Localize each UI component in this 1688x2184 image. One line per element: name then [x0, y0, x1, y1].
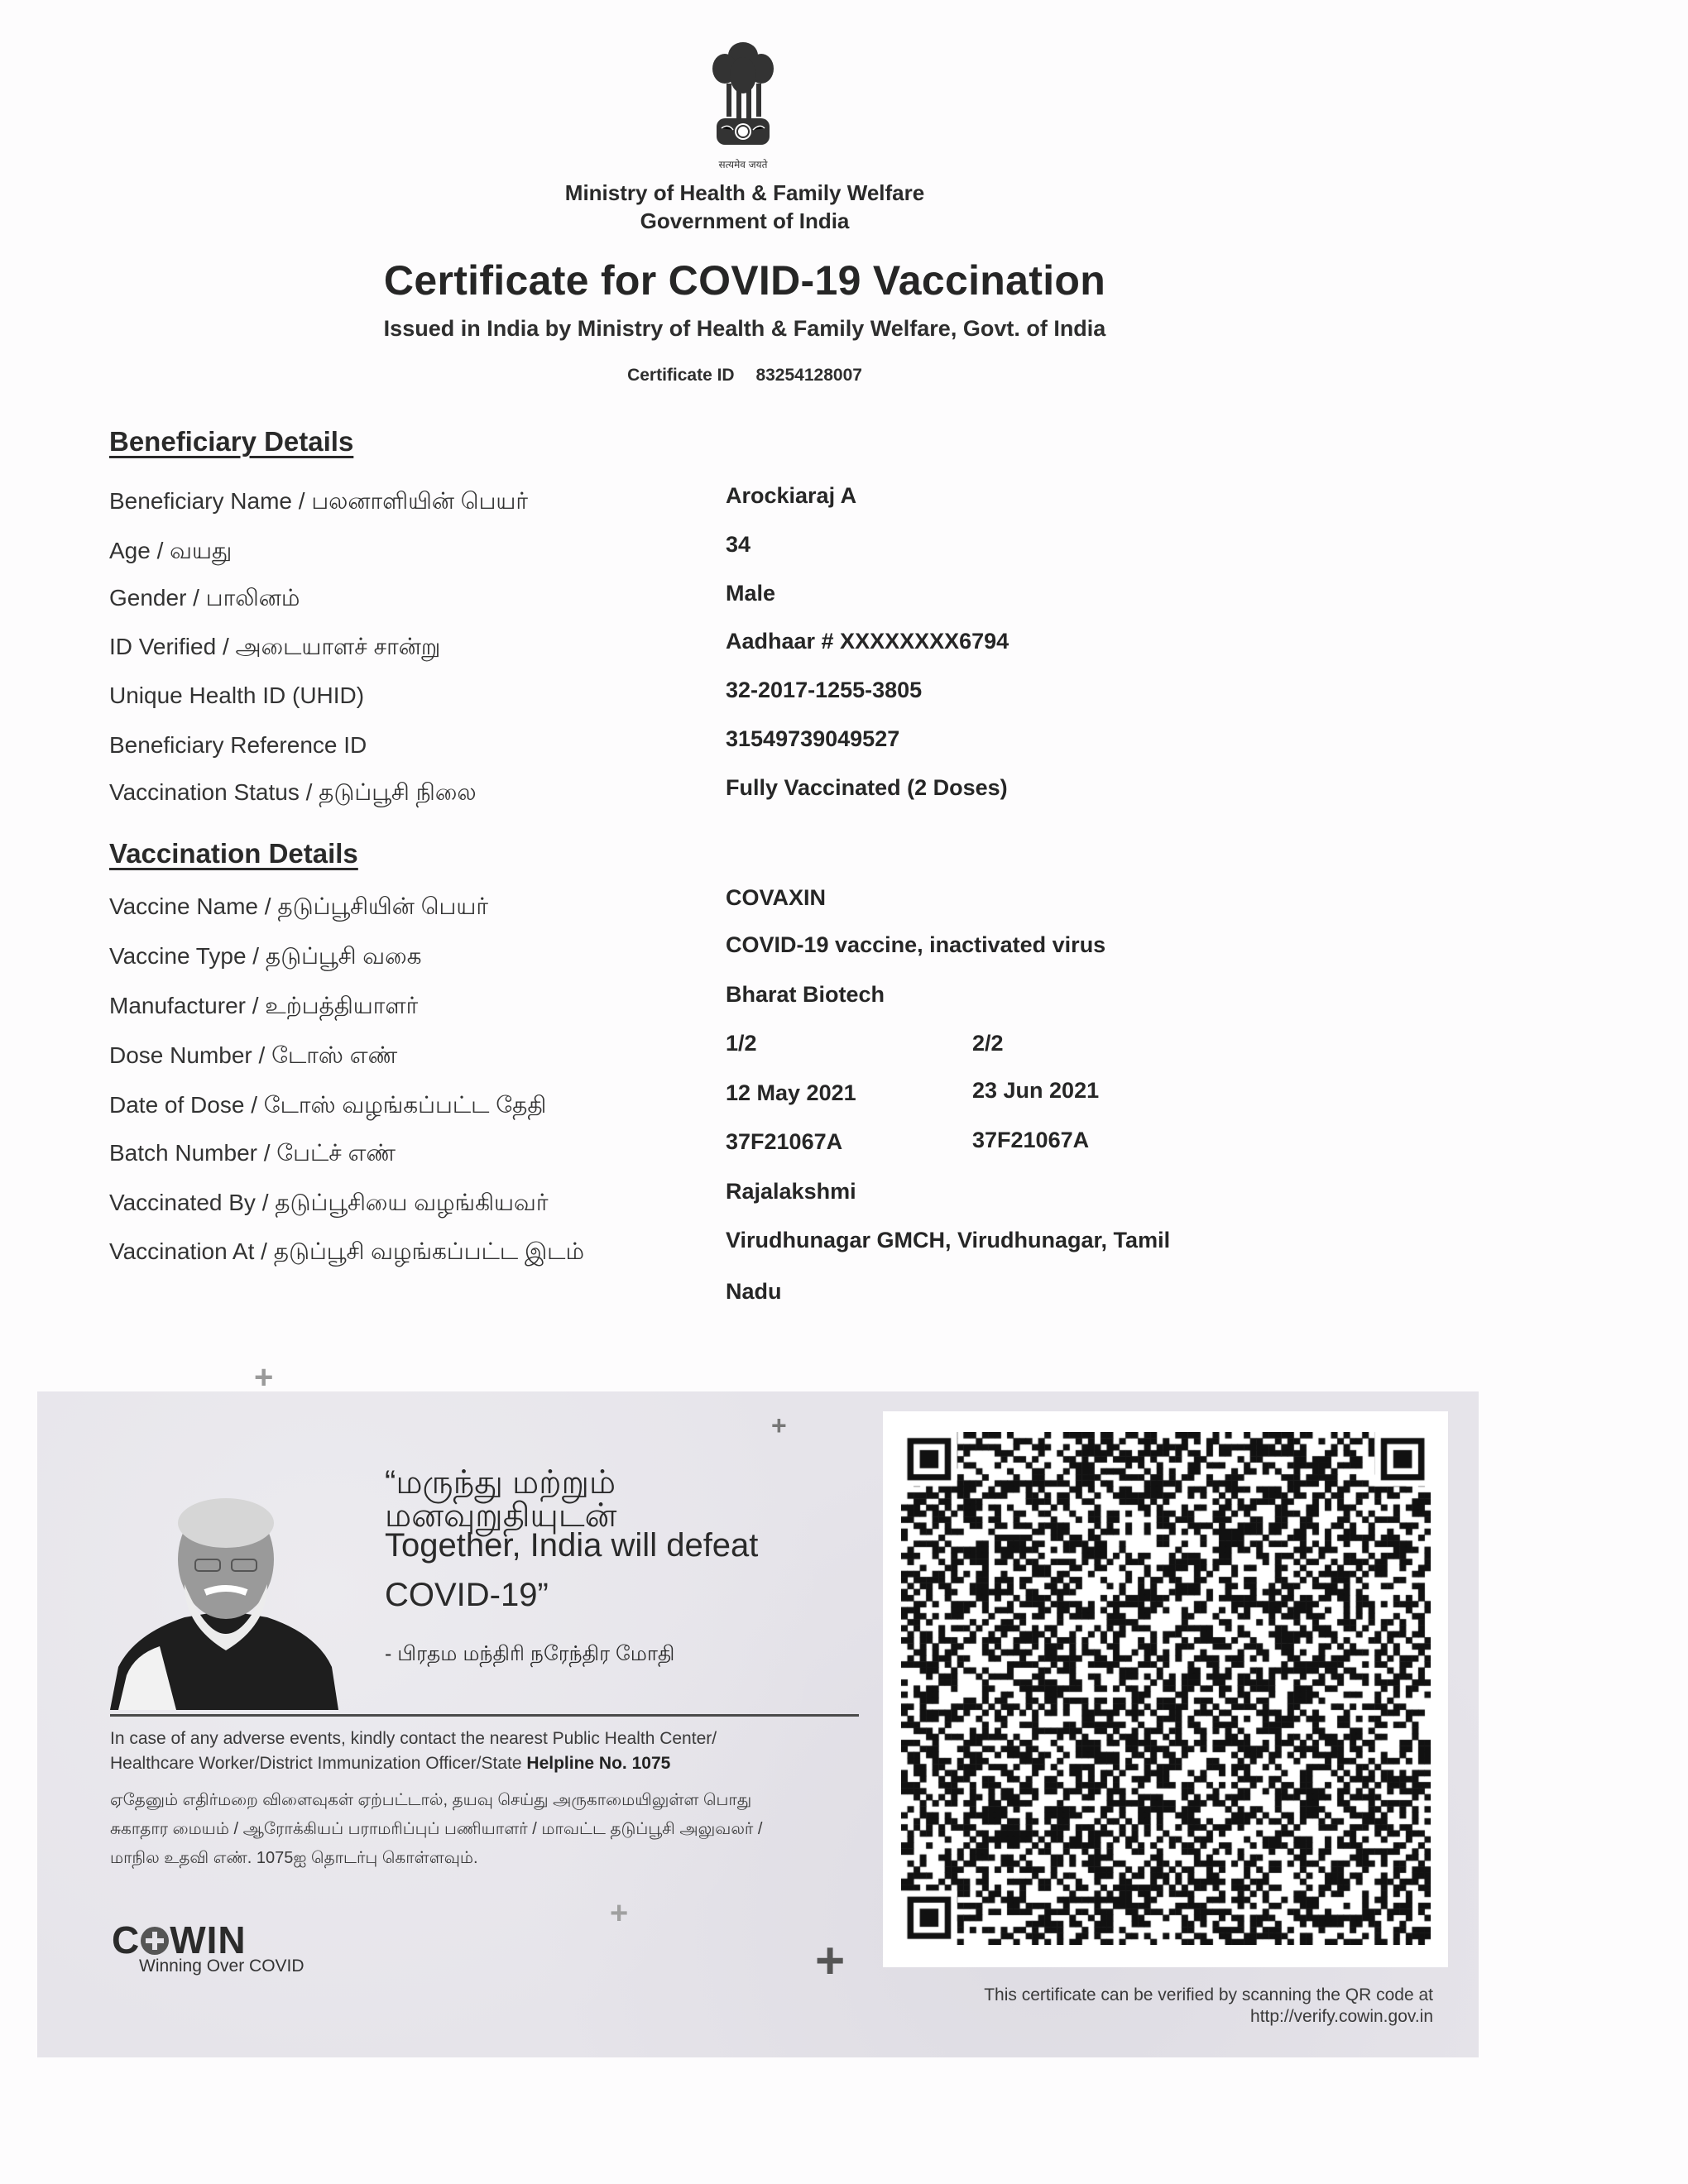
cowin-logo-c: C [112, 1918, 141, 1961]
row-label: Beneficiary Name / பலனாளியின் பெயர் [109, 488, 529, 514]
page-title: Certificate for COVID-19 Vaccination [383, 257, 1106, 304]
certificate-id-label: Certificate ID [627, 366, 735, 385]
row-value: Virudhunagar GMCH, Virudhunagar, Tamil [726, 1228, 1171, 1252]
plus-icon: + [610, 1896, 629, 1931]
vaccination-details-heading: Vaccination Details [109, 838, 358, 869]
row-value: Fully Vaccinated (2 Doses) [726, 775, 1008, 800]
plus-icon: + [254, 1359, 274, 1396]
row-label: Vaccination Status / தடுப்பூசி நிலை [109, 779, 477, 805]
quote-attribution: - பிரதம மந்திரி நரேந்திர மோதி [385, 1642, 675, 1665]
government-name: Government of India [640, 208, 850, 233]
verify-url[interactable]: http://verify.cowin.gov.in [1250, 2007, 1433, 2026]
adverse-events-ta-line-3: மாநில உதவி எண். 1075ஐ தொடர்பு கொள்ளவும். [110, 1849, 478, 1867]
row-label: Unique Health ID (UHID) [109, 682, 365, 708]
issued-by: Issued in India by Ministry of Health & Family Welfare, Govt. of India [383, 316, 1106, 341]
plus-icon: + [815, 1933, 846, 1990]
row-label: Vaccination At / தடுப்பூசி வழங்கப்பட்ட இடம் [109, 1238, 584, 1264]
row-label: Beneficiary Reference ID [109, 732, 367, 758]
medical-cross-icon [141, 1927, 169, 1955]
quote-english-line-2: COVID-19” [385, 1577, 549, 1613]
certificate-id [0, 366, 1489, 386]
adverse-events-en-line-1: In case of any adverse events, kindly contact the nearest Public Health Center/ [110, 1729, 717, 1748]
row-value-dose-2: 37F21067A [972, 1128, 1090, 1152]
row-value: Arockiaraj A [726, 483, 857, 508]
row-label: ID Verified / அடையாளச் சான்று [109, 634, 441, 659]
adverse-events-ta-line-2: சுகாதார மையம் / ஆரோக்கியப் பராமரிப்புப் பணியாளர் / மாவட்ட தடுப்பூசி அலுவலர் / [110, 1820, 763, 1838]
plus-icon: + [771, 1410, 787, 1440]
verify-text-line-1: This certificate can be verified by scanning the QR code at [984, 1985, 1433, 2004]
row-value: Male [726, 581, 776, 606]
row-label: Gender / பாலினம் [109, 585, 300, 611]
beneficiary-details-heading: Beneficiary Details [109, 426, 354, 457]
certificate-id-value: 83254128007 [755, 366, 862, 385]
row-value-dose-1: 12 May 2021 [726, 1080, 856, 1105]
divider [110, 1714, 859, 1717]
national-emblem [703, 37, 783, 170]
row-label: Dose Number / டோஸ் எண் [109, 1042, 398, 1068]
cowin-logo [112, 1918, 247, 1962]
row-value: COVAXIN [726, 885, 827, 910]
row-value-continued: Nadu [726, 1279, 782, 1304]
adverse-events-ta-line-1: ஏதேனும் எதிர்மறை விளைவுகள் ஏற்பட்டால், தயவு செய்து அருகாமையிலுள்ள பொது [110, 1791, 752, 1809]
row-value: 34 [726, 532, 751, 557]
row-value: Bharat Biotech [726, 982, 885, 1007]
lion-capital-icon [703, 37, 783, 153]
adverse-events-en-line-2 [110, 1754, 670, 1774]
row-label: Age / வயது [109, 538, 233, 563]
row-value-dose-1: 1/2 [726, 1031, 757, 1056]
row-label: Vaccinated By / தடுப்பூசியை வழங்கியவர் [109, 1190, 549, 1215]
row-label: Date of Dose / டோஸ் வழங்கப்பட்ட தேதி [109, 1092, 547, 1118]
quote-tamil-line-1: “மருந்து மற்றும் [385, 1464, 616, 1501]
row-value-dose-2: 23 Jun 2021 [972, 1078, 1100, 1103]
adverse-events-en-text: Healthcare Worker/District Immunization Officer/State [110, 1754, 522, 1773]
prime-minister-portrait [110, 1493, 338, 1710]
qr-code[interactable] [901, 1432, 1431, 1945]
row-value: Rajalakshmi [726, 1179, 856, 1204]
row-value-dose-2: 2/2 [972, 1031, 1004, 1056]
row-label: Batch Number / பேட்ச் எண் [109, 1140, 396, 1166]
quote-english-line-1: Together, India will defeat [385, 1527, 759, 1564]
row-value: 32-2017-1255-3805 [726, 678, 923, 702]
emblem-motto: सत्यमेव जयते [718, 159, 768, 170]
helpline-number: Helpline No. 1075 [526, 1754, 671, 1773]
qr-code-panel [883, 1411, 1448, 1967]
ministry-name: Ministry of Health & Family Welfare [564, 180, 925, 205]
row-label: Vaccine Name / தடுப்பூசியின் பெயர் [109, 893, 488, 919]
row-label: Manufacturer / உற்பத்தியாளர் [109, 993, 419, 1018]
cowin-tagline: Winning Over COVID [139, 1956, 305, 1976]
row-value-dose-1: 37F21067A [726, 1129, 843, 1154]
row-label: Vaccine Type / தடுப்பூசி வகை [109, 943, 422, 969]
row-value: 31549739049527 [726, 726, 900, 751]
row-value: COVID-19 vaccine, inactivated virus [726, 932, 1106, 957]
quote-tamil-line-2: மனவுறுதியுடன் [385, 1497, 617, 1534]
row-value: Aadhaar # XXXXXXXX6794 [726, 629, 1009, 654]
cowin-logo-win: WIN [170, 1918, 247, 1961]
